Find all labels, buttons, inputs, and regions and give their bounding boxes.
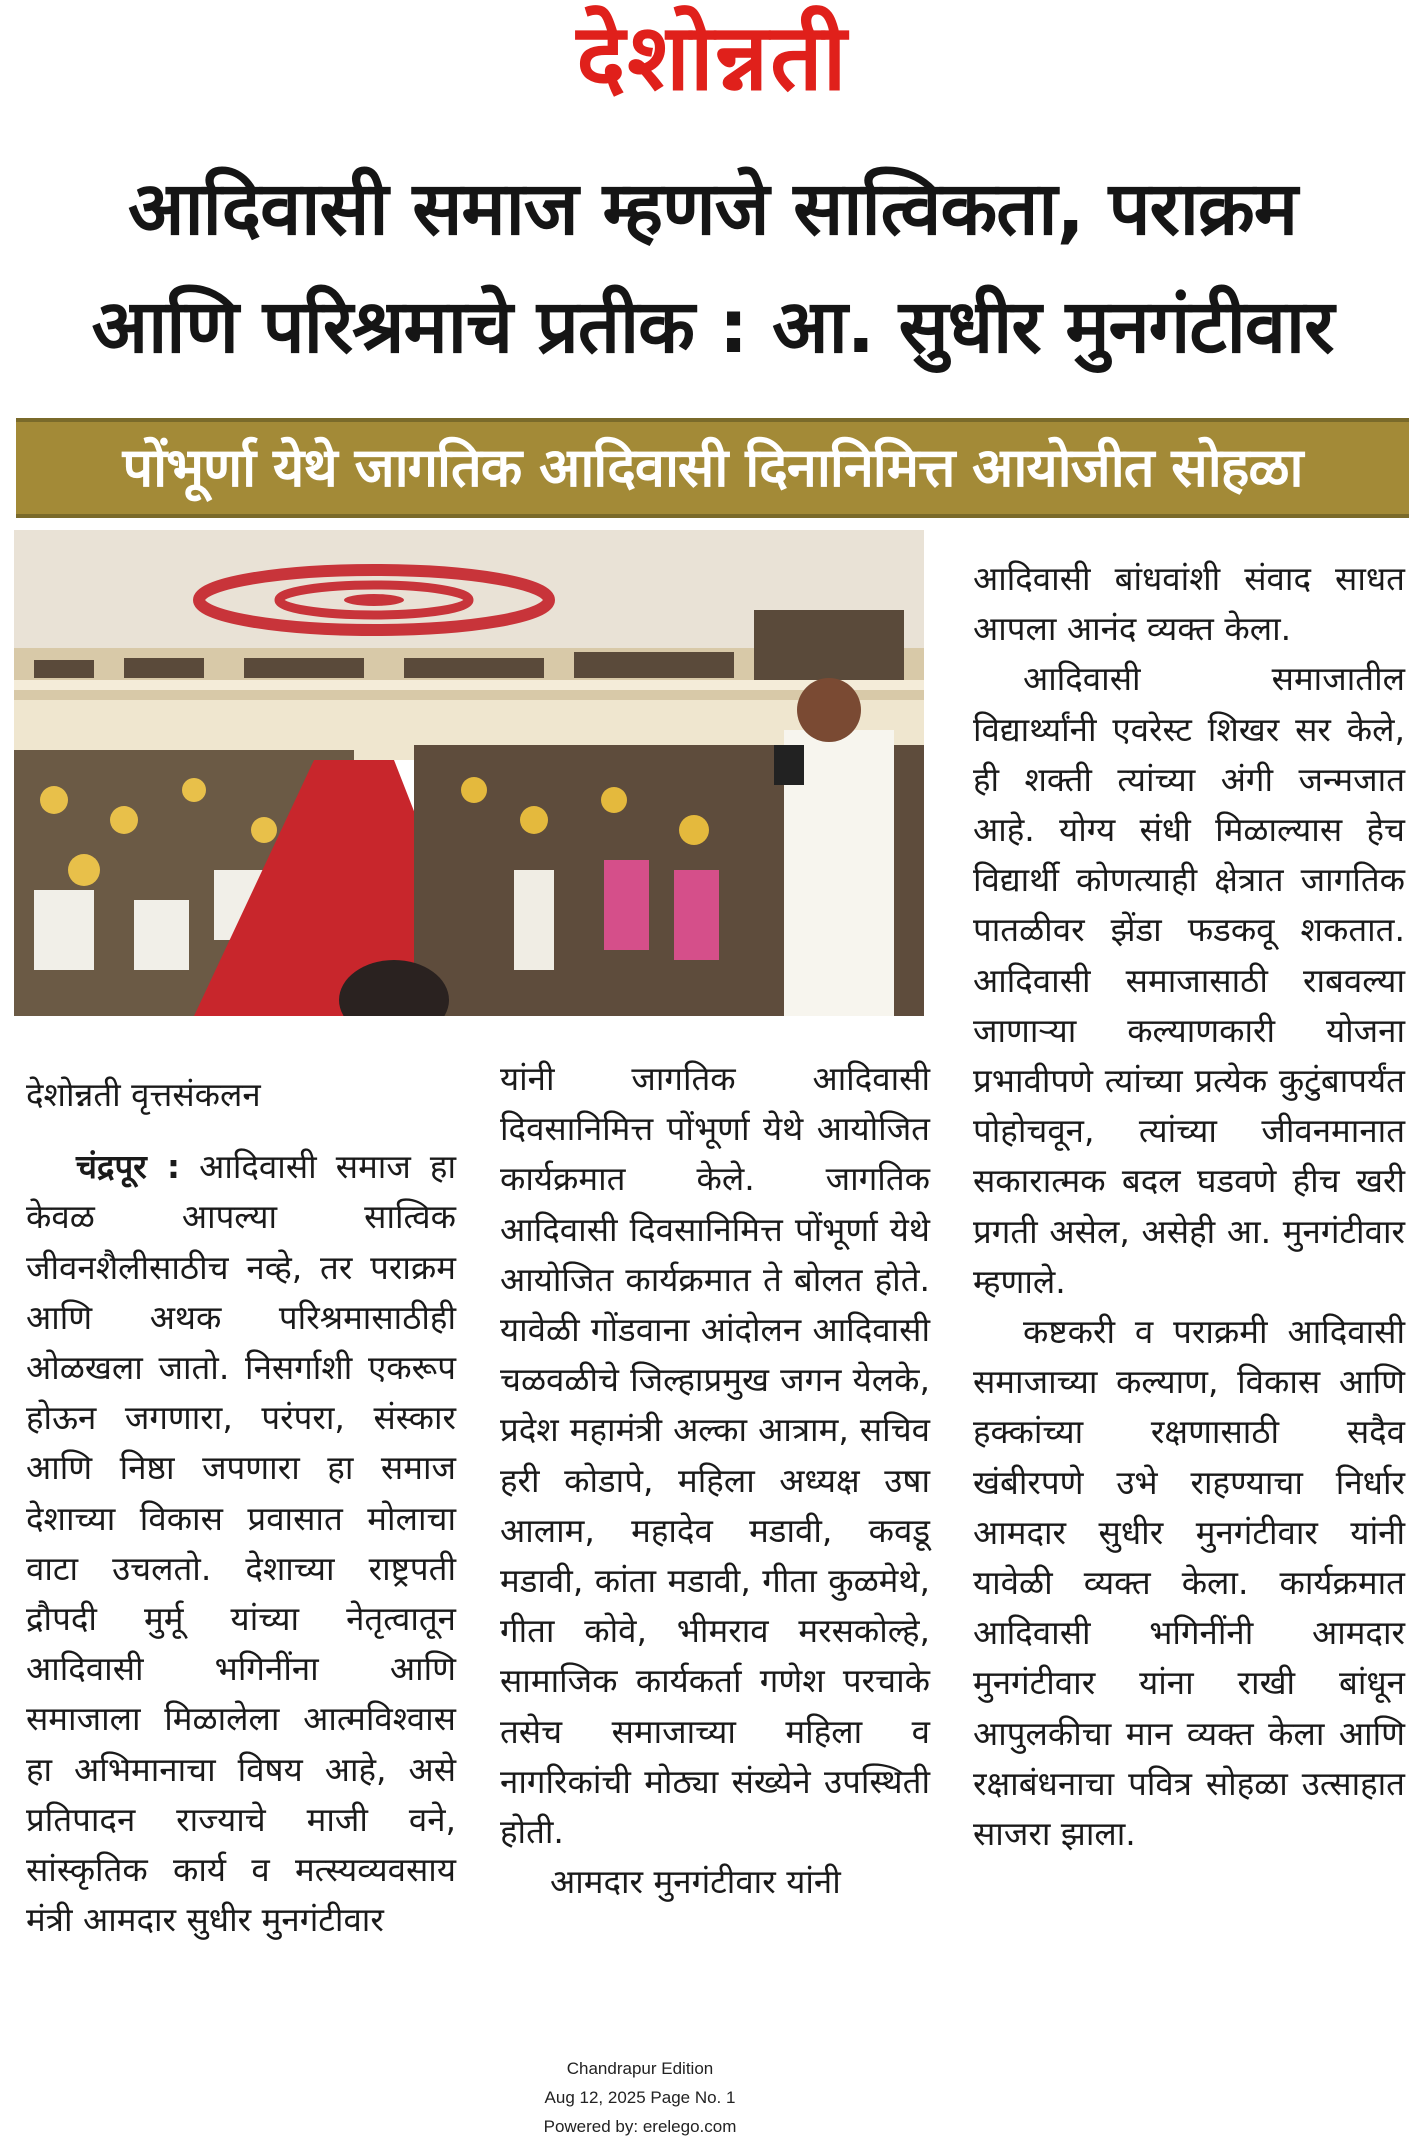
byline: देशोन्नती वृत्तसंकलन bbox=[26, 1075, 261, 1114]
article-text-col1: आदिवासी समाज हा केवळ आपल्या सात्विक जीवनशैलीसाठीच नव्हे, तर पराक्रम आणि अथक परिश्रमासाठीही ओळखला जातो. निसर्गाशी एकरूप होऊन जगणारा, परंपरा, संस्कार आणि निष्ठा जपणारा हा समाज देशाच्या विकास प्रवासात मोलाचा वाटा उचलतो. देशाच्या राष्ट्रपती द्रौपदी मुर्मू यांच्या नेतृत्वातून आदिवासी भगिनींना आणि समाजाला मिळालेला आत्मविश्वास हा अभिमानाचा विषय आहे, असे प्रतिपादन राज्याचे माजी वने, सांस्कृतिक कार्य व मत्स्यव्यवसाय मंत्री आमदार सुधीर मुनगंटीवार bbox=[26, 1147, 457, 1940]
news-photo bbox=[14, 530, 924, 1016]
masthead-logo bbox=[0, 0, 1425, 118]
article-column-1 bbox=[26, 1070, 456, 1945]
article-paragraph-5: आदिवासी समाजातील विद्यार्थ्यांनी एवरेस्ट शिखर सर केले, ही शक्ती त्यांच्या अंगी जन्मजात आहे. योग्य संधी मिळाल्यास हेच विद्यार्थी कोणत्याही क्षेत्रात जागतिक पातळीवर झेंडा फडकवू शकतात. आदिवासी समाजासाठी राबवल्या जाणाऱ्या कल्याणकारी योजना प्रभावीपणे त्यांच्या प्रत्येक कुटुंबापर्यंत पोहोचवून, त्यांच्या जीवनमानात सकारात्मक बदल घडवणे हीच खरी प्रगती असेल, असेही आ. मुनगंटीवार म्हणाले. bbox=[973, 659, 1405, 1301]
subheadline-band bbox=[16, 418, 1409, 518]
headline-line-2: आणि परिश्रमाचे प्रतीक : आ. सुधीर मुनगंटीवार bbox=[91, 284, 1334, 370]
headline bbox=[20, 150, 1405, 386]
edition-label: Chandrapur Edition bbox=[566, 2059, 714, 2078]
date-page-label: Aug 12, 2025 Page No. 1 bbox=[544, 2088, 736, 2107]
headline-line-1: आदिवासी समाज म्हणजे सात्विकता, पराक्रम bbox=[128, 166, 1297, 252]
article-paragraph-6: कष्टकरी व पराक्रमी आदिवासी समाजाच्या कल्याण, विकास आणि हक्कांच्या रक्षणासाठी सदैव खंबीरपणे उभे राहण्याचा निर्धार आमदार सुधीर मुनगंटीवार यांनी यावेळी व्यक्त केला. कार्यक्रमात आदिवासी भगिनींनी आमदार मुनगंटीवार यांना राखी बांधून आपुलकीचा मान व्यक्त केला आणि रक्षाबंधनाचा पवित्र सोहळा उत्साहात साजरा झाला. bbox=[973, 1312, 1405, 1854]
page-footer bbox=[480, 2054, 800, 2141]
article-column-2 bbox=[500, 1054, 930, 1907]
article-column-3 bbox=[973, 554, 1405, 1859]
subheadline: पोंभूर्णा येथे जागतिक आदिवासी दिनानिमित्त आयोजीत सोहळा bbox=[122, 436, 1303, 499]
dateline: चंद्रपूर : bbox=[76, 1147, 181, 1187]
article-paragraph-2: यांनी जागतिक आदिवासी दिवसानिमित्त पोंभूर्णा येथे आयोजित कार्यक्रमात केले. जागतिक आदिवासी दिवसानिमित्त पोंभूर्णा येथे आयोजित कार्यक्रमात ते बोलत होते. यावेळी गोंडवाना आंदोलन आदिवासी चळवळीचे जिल्हाप्रमुख जगन येलके, प्रदेश महामंत्री अल्का आत्राम, सचिव हरी कोडापे, महिला अध्यक्ष उषा आलाम, महादेव मडावी, कवडू मडावी, कांता मडावी, गीता कुळमेथे, गीता कोवे, भीमराव मरसकोल्हे, सामाजिक कार्यकर्ता गणेश परचाके तसेच समाजाच्या महिला व नागरिकांची मोठ्या संख्येने उपस्थिती होती. bbox=[500, 1059, 930, 1852]
article-paragraph-1 bbox=[26, 1142, 456, 1945]
powered-by-link[interactable]: Powered by: erelego.com bbox=[543, 2117, 737, 2136]
article-paragraph-3: आमदार मुनगंटीवार यांनी bbox=[550, 1862, 841, 1902]
masthead-logo-text: देशोन्नती bbox=[576, 4, 849, 111]
article-paragraph-4: आदिवासी बांधवांशी संवाद साधत आपला आनंद व्यक्त केला. bbox=[973, 559, 1405, 649]
